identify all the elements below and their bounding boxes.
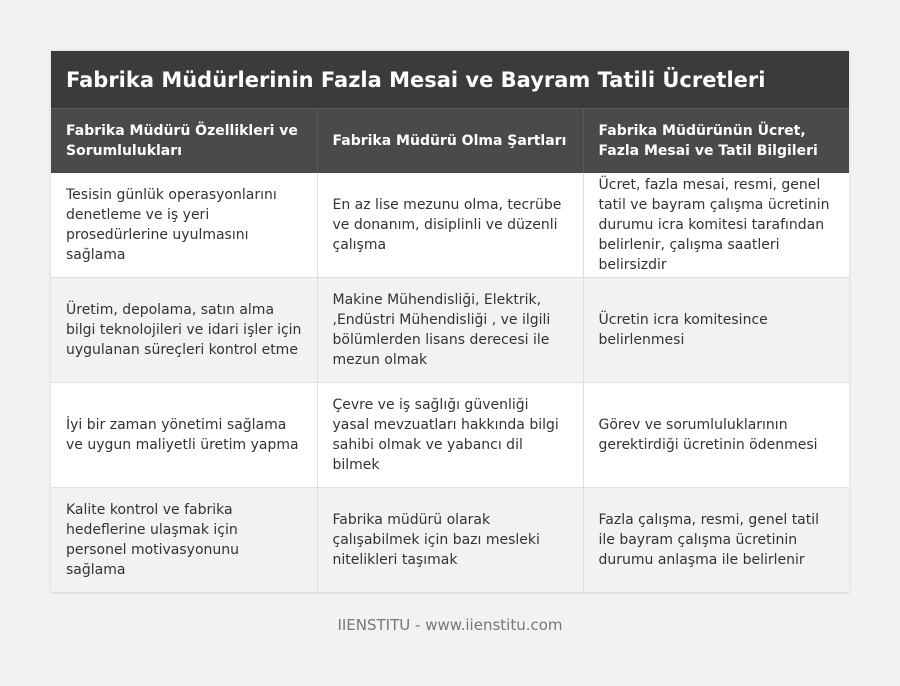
column-header: Fabrika Müdürünün Ücret, Fazla Mesai ve Tatil Bilgileri — [583, 109, 849, 174]
table-cell: Üretim, depolama, satın alma bilgi teknolojileri ve idari işler için uygulanan süreçleri kontrol etme — [51, 278, 317, 383]
table-cell: Ücretin icra komitesince belirlenmesi — [583, 278, 849, 383]
footer-credit: IIENSTITU - www.iienstitu.com — [337, 616, 563, 634]
table-row — [51, 383, 849, 488]
data-table — [51, 108, 849, 593]
table-row — [51, 173, 849, 278]
table-cell: Tesisin günlük operasyonlarını denetleme ve iş yeri prosedürlerine uyulmasını sağlama — [51, 173, 317, 278]
table-cell: Çevre ve iş sağlığı güvenliği yasal mevzuatları hakkında bilgi sahibi olmak ve yabancı dil bilmek — [317, 383, 583, 488]
salary-table-container — [51, 51, 849, 593]
column-header: Fabrika Müdürü Özellikleri ve Sorumlulukları — [51, 109, 317, 174]
table-title: Fabrika Müdürlerinin Fazla Mesai ve Bayram Tatili Ücretleri — [51, 51, 849, 108]
table-cell: Ücret, fazla mesai, resmi, genel tatil ve bayram çalışma ücretinin durumu icra komitesi tarafından belirlenir, çalışma saatleri belirsizdir — [583, 173, 849, 278]
table-cell: Makine Mühendisliği, Elektrik, ,Endüstri Mühendisliği , ve ilgili bölümlerden lisans derecesi ile mezun olmak — [317, 278, 583, 383]
table-cell: Görev ve sorumluluklarının gerektirdiği ücretinin ödenmesi — [583, 383, 849, 488]
table-row — [51, 278, 849, 383]
table-cell: İyi bir zaman yönetimi sağlama ve uygun maliyetli üretim yapma — [51, 383, 317, 488]
column-header: Fabrika Müdürü Olma Şartları — [317, 109, 583, 174]
table-cell: Fabrika müdürü olarak çalışabilmek için bazı mesleki nitelikleri taşımak — [317, 488, 583, 593]
table-cell: Kalite kontrol ve fabrika hedeflerine ulaşmak için personel motivasyonunu sağlama — [51, 488, 317, 593]
table-row — [51, 488, 849, 593]
table-cell: Fazla çalışma, resmi, genel tatil ile bayram çalışma ücretinin durumu anlaşma ile belirlenir — [583, 488, 849, 593]
table-cell: En az lise mezunu olma, tecrübe ve donanım, disiplinli ve düzenli çalışma — [317, 173, 583, 278]
header-row — [51, 109, 849, 174]
